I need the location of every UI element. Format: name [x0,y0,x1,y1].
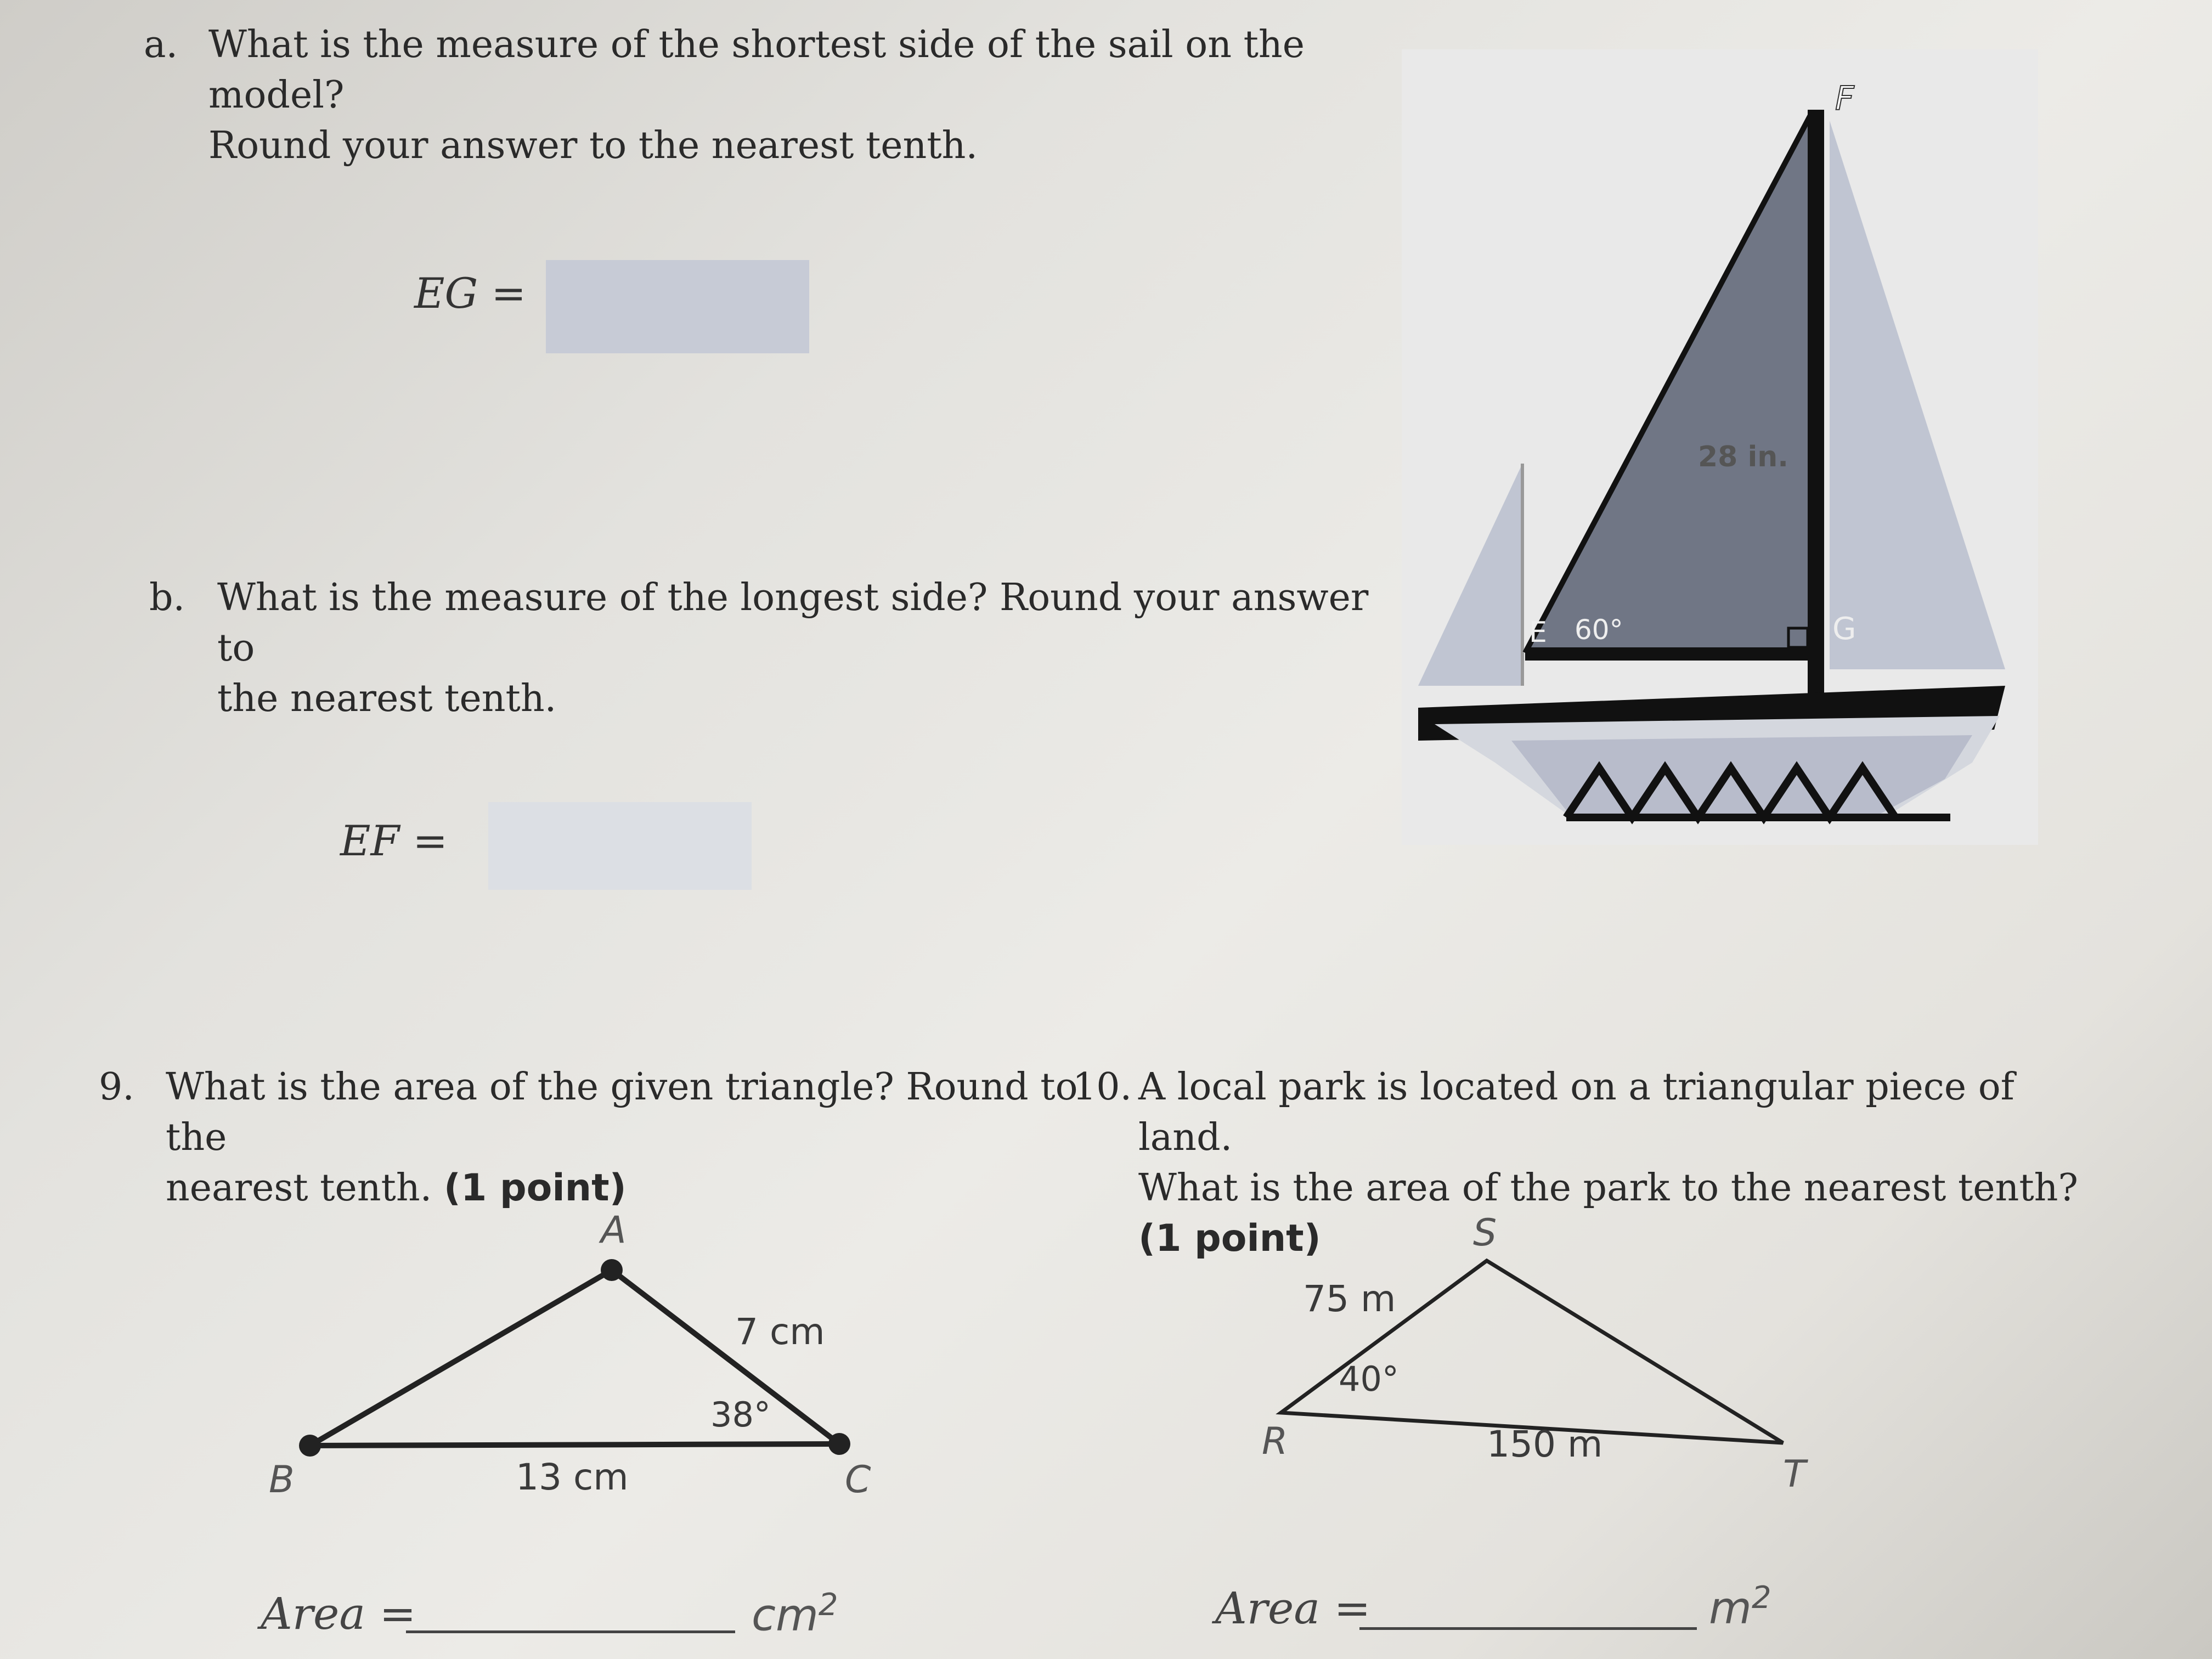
vertex-a-label: A [601,1209,627,1252]
sailboat-figure [1402,49,2038,845]
vertex-t-label: T [1783,1453,1806,1496]
part-b-question [149,573,1411,724]
triangle-abc-figure [241,1196,955,1536]
eg-label: EG = [414,269,527,318]
part-a-line1: What is the measure of the shortest side of the sail on the model? [208,23,1305,117]
boom [1525,647,1810,661]
vertex-s-label: S [1473,1211,1497,1255]
side-ac-label: 7 cm [735,1311,825,1353]
ef-answer-input[interactable] [488,802,752,890]
q10-unit-exponent: 2 [1751,1580,1771,1616]
q10-unit [1709,1580,1771,1634]
vertex-b-dot [299,1435,321,1457]
ef-label: EF = [340,816,448,865]
side-bc-label: 13 cm [516,1456,629,1498]
part-b-letter: b. [149,576,185,619]
q10-line1: A local park is located on a triangular piece of land. [1138,1065,2015,1159]
q9-line1: What is the area of the given triangle? Round to the [166,1065,1078,1159]
part-a-letter: a. [144,23,178,66]
q10-number: 10. [1073,1065,1132,1109]
side-rs-label: 75 m [1303,1278,1396,1320]
vertex-r-label: R [1262,1420,1288,1463]
side-fg-label: 28 in. [1698,441,1789,473]
angle-c-label: 38° [710,1395,771,1435]
q9-number: 9. [99,1065,134,1109]
angle-r-label: 40° [1339,1359,1399,1399]
vertex-e-label: E [1529,616,1547,649]
part-a-question [144,20,1406,171]
q10-unit-text: m [1709,1582,1752,1634]
part-a-line2: Round your answer to the nearest tenth. [208,124,978,167]
q9-points: (1 point) [443,1166,627,1210]
q10-points: (1 point) [1138,1217,1321,1260]
q9-line2: nearest tenth. [166,1166,432,1210]
angle-e-label: 60° [1575,614,1623,646]
q9-unit-exponent: 2 [818,1587,838,1623]
part-b-line1: What is the measure of the longest side? Round your answer to [217,576,1369,670]
vertex-b-label: B [269,1458,295,1502]
q9-unit-text: cm [752,1589,819,1641]
side-rt-label: 150 m [1487,1423,1603,1465]
vertex-c-dot [828,1433,850,1455]
q9-unit [752,1587,838,1641]
part-b-line2: the nearest tenth. [217,677,557,720]
q9-question [99,1062,1086,1214]
q9-area-label: Area = [261,1588,416,1639]
vertex-f-label: F [1835,80,1854,118]
vertex-a-dot [601,1259,623,1281]
vertex-g-label: G [1832,611,1857,647]
q10-area-label: Area = [1215,1583,1371,1634]
vertex-c-label: C [845,1458,871,1502]
triangle-rst-figure [1229,1196,1887,1525]
q9-area-input[interactable] [406,1630,735,1633]
q10-area-input[interactable] [1359,1627,1697,1630]
eg-answer-input[interactable] [546,260,809,353]
q10-line2: What is the area of the park to the nearest tenth? [1138,1166,2078,1210]
